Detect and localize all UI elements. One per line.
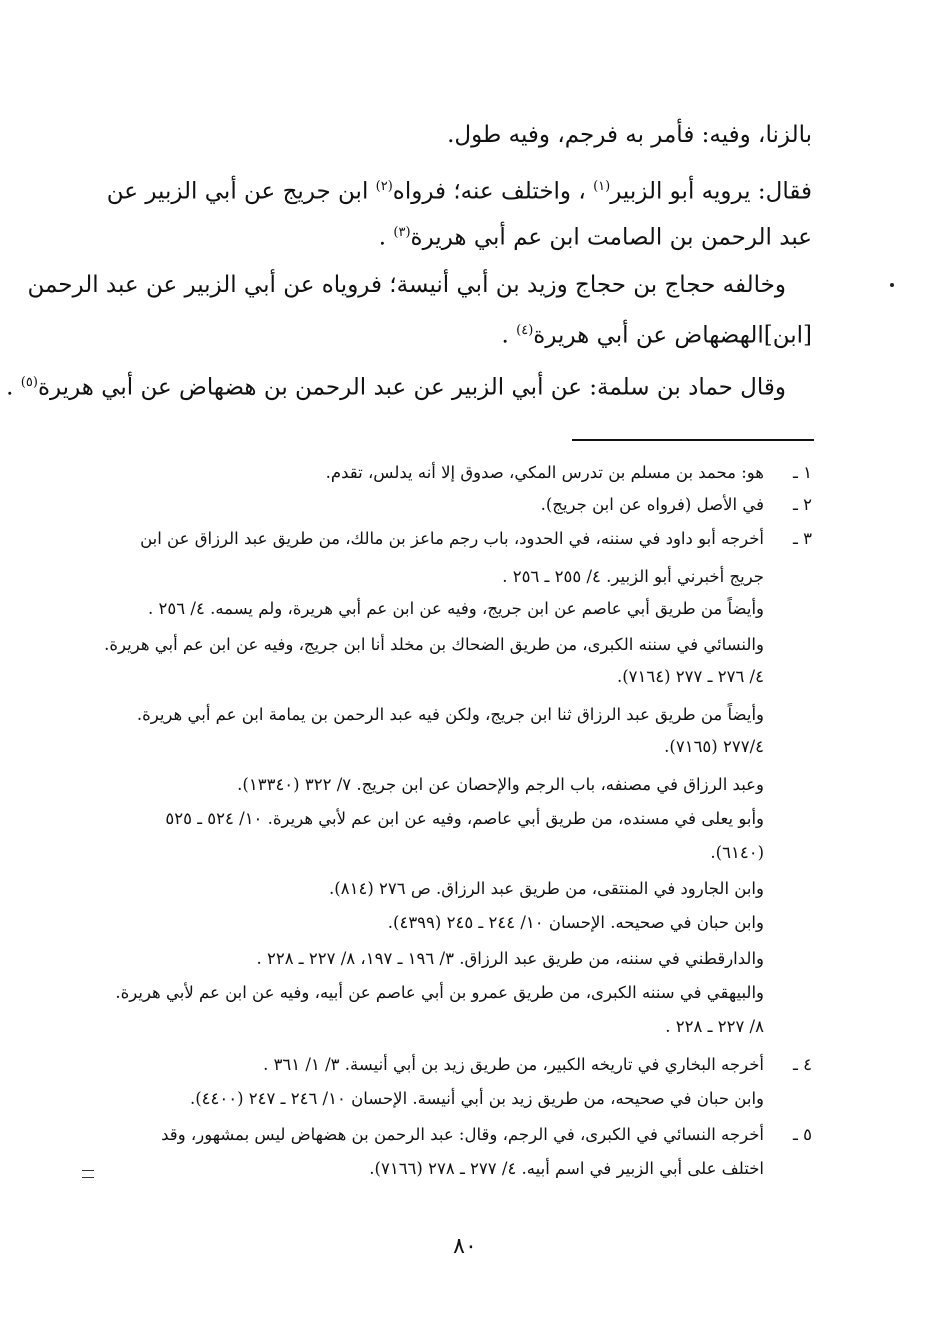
page-number: ٨٠ (453, 1234, 477, 1259)
footnote-line: (٦١٤٠). (710, 843, 764, 862)
margin-dot (890, 283, 894, 287)
footnote-line: وابن حبان في صحيحه، من طريق زيد بن أبي أنيسة. الإحسان ١٠/ ٢٤٦ ـ ٢٤٧ (٤٤٠٠). (189, 1089, 764, 1108)
footnote-line: وابن حبان في صحيحه. الإحسان ١٠/ ٢٤٤ ـ ٢٤٥ (٤٣٩٩). (387, 913, 764, 932)
footnote-ref-5[interactable]: (٥) (20, 375, 38, 390)
footnote-number: ٢ ـ (793, 495, 812, 514)
footnote-text: في الأصل (فرواه عن ابن جريج). (540, 495, 764, 514)
footnote-line: وأبو يعلى في مسنده، من طريق أبي عاصم، وفيه عن ابن عم لأبي هريرة. ١٠/ ٥٢٤ ـ ٥٢٥ (165, 809, 764, 828)
footnote-ref-4[interactable]: (٤) (516, 323, 534, 338)
footnote-line: وأيضاً من طريق أبي عاصم عن ابن جريج، وفيه عن ابن عم أبي هريرة، ولم يسمه. ٤/ ٢٥٦ . (148, 599, 764, 618)
footnote-number: ٤ ـ (793, 1055, 812, 1074)
main-text: وخالفه حجاج بن حجاج وزيد بن أبي أنيسة؛ فروياه عن أبي الزبير عن عبد الرحمن (27, 272, 786, 298)
footnote-number: ١ ـ (793, 463, 812, 482)
main-line-5 (100, 308, 812, 359)
footnote-line: ٢٧٧/٤ (٧١٦٥). (664, 737, 764, 756)
footnote-ref-3[interactable]: (٣) (393, 225, 411, 240)
main-text: ابن جريج عن أبي الزبير عن (106, 178, 376, 205)
footnote-ref-2[interactable]: (٢) (375, 179, 393, 194)
footnote-line: والدارقطني في سننه، من طريق عبد الرزاق. ٣/ ١٩٦ ـ ١٩٧، ٨/ ٢٢٧ ـ ٢٢٨ . (256, 949, 764, 968)
main-line-4 (27, 262, 786, 308)
footnote-line: والنسائي في سننه الكبرى، من طريق الضحاك بن مخلد أنا ابن جريج، وفيه عن ابن عم أبي هريرة. (104, 635, 764, 654)
footnote-line: وابن الجارود في المنتقى، من طريق عبد الرزاق. ص ٢٧٦ (٨١٤). (329, 879, 764, 898)
footnote-separator (572, 439, 814, 441)
footnote-line: والبيهقي في سننه الكبرى، من طريق عمرو بن أبي عاصم عن أبيه، وفيه عن ابن عم لأبي هريرة. (115, 983, 764, 1002)
main-text: وقال حماد بن سلمة: عن أبي الزبير عن عبد الرحمن بن هضهاض عن أبي هريرة (37, 374, 786, 401)
footnote-number: ٥ ـ (793, 1125, 812, 1144)
main-line-1 (100, 112, 812, 158)
footnote-line: وعبد الرزاق في مصنفه، باب الرجم والإحصان عن ابن جريج. ٧/ ٣٢٢ (١٣٣٤٠). (237, 775, 764, 794)
main-text: . (378, 224, 394, 251)
main-text: . (501, 322, 517, 349)
footnote-text: هو: محمد بن مسلم بن تدرس المكي، صدوق إلا أنه يدلس، تقدم. (325, 463, 764, 482)
footnote-line: جريج أخبرني أبو الزبير. ٤/ ٢٥٥ ـ ٢٥٦ . (502, 567, 764, 586)
footnote-line: وأيضاً من طريق عبد الرزاق ثنا ابن جريج، ولكن فيه عبد الرحمن بن يمامة ابن عم أبي هريرة. (136, 705, 764, 724)
main-line-2 (100, 164, 812, 215)
main-line-6 (6, 360, 786, 411)
margin-mark (82, 1170, 94, 1178)
footnote-line: اختلف على أبي الزبير في اسم أبيه. ٤/ ٢٧٧ ـ ٢٧٨ (٧١٦٦). (369, 1159, 764, 1178)
footnote-text: أخرجه البخاري في تاريخه الكبير، من طريق زيد بن أبي أنيسة. ٣/ ١/ ٣٦١ . (263, 1055, 764, 1074)
main-text: بالزنا، وفيه: فأمر به فرجم، وفيه طول. (447, 122, 812, 148)
footnote-number: ٣ ـ (793, 529, 812, 548)
footnote-line: ٤/ ٢٧٦ ـ ٢٧٧ (٧١٦٤). (616, 667, 764, 686)
footnote-text: أخرجه النسائي في الكبرى، في الرجم، وقال: عبد الرحمن بن هضهاض ليس بمشهور، وقد (161, 1125, 764, 1144)
footnote-ref-1[interactable]: (١) (593, 179, 611, 194)
main-text: فقال: يرويه أبو الزبير (610, 178, 812, 205)
main-text: ، واختلف عنه؛ فرواه (392, 178, 594, 205)
main-line-3 (100, 210, 812, 261)
main-text: عبد الرحمن بن الصامت ابن عم أبي هريرة (410, 224, 812, 251)
main-text: [ابن]الهضهاض عن أبي هريرة (533, 322, 812, 349)
main-text: . (6, 374, 21, 401)
footnote-text: أخرجه أبو داود في سننه، في الحدود، باب رجم ماعز بن مالك، من طريق عبد الرزاق عن ابن (140, 529, 764, 548)
footnote-line: ٨/ ٢٢٧ ـ ٢٢٨ . (665, 1017, 764, 1036)
